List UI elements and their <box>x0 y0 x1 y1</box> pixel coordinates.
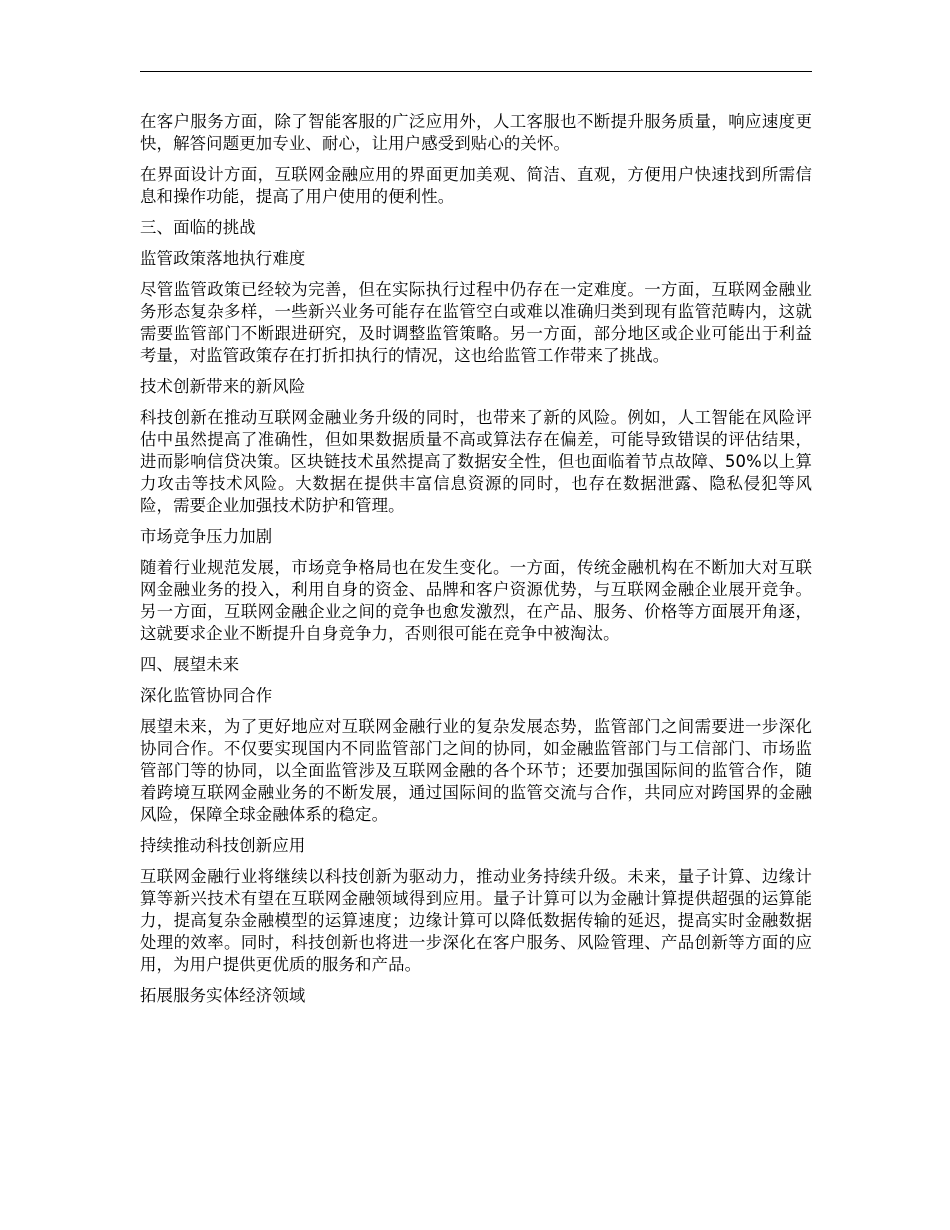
subheading-tech-risk: 技术创新带来的新风险 <box>140 377 306 396</box>
subheading-real-economy: 拓展服务实体经济领域 <box>140 986 306 1005</box>
paragraph-market-competition: 随着行业规范发展，市场竞争格局也在发生变化。一方面，传统金融机构在不断加大对互联网金融业务的投入，利用自身的资金、品牌和客户资源优势，与互联网金融企业展开竞争。另一方面，互联网金融企业之间的竞争也愈发激烈，在产品、服务、价格等方面展开角逐，这就要求企业不断提升自身竞争力，否则很可能在竞争中被淘汰。 <box>140 558 812 643</box>
paragraph-tech-innovation: 互联网金融行业将继续以科技创新为驱动力，推动业务持续升级。未来，量子计算、边缘计算等新兴技术有望在互联网金融领域得到应用。量子计算可以为金融计算提供超强的运算能力，提高复杂金融模型的运算速度；边缘计算可以降低数据传输的延迟，提高实时金融数据处理的效率。同时，科技创新也将进一步深化在客户服务、风险管理、产品创新等方面的应用，为用户提供更优质的服务和产品。 <box>140 867 812 974</box>
section-heading-outlook: 四、展望未来 <box>140 655 240 674</box>
subheading-market-competition: 市场竞争压力加剧 <box>140 527 273 546</box>
header-rule <box>140 71 812 72</box>
paragraph-regulation-execution: 尽管监管政策已经较为完善，但在实际执行过程中仍存在一定难度。一方面，互联网金融业务形态复杂多样，一些新兴业务可能存在监管空白或难以准确归类到现有监管范畴内，这就需要监管部门不断跟进研究，及时调整监管策略。另一方面，部分地区或企业可能出于利益考量，对监管政策存在打折扣执行的情况，这也给监管工作带来了挑战。 <box>140 280 812 365</box>
paragraph-interface-design: 在界面设计方面，互联网金融应用的界面更加美观、简洁、直观，方便用户快速找到所需信息和操作功能，提高了用户使用的便利性。 <box>140 165 812 206</box>
subheading-tech-innovation: 持续推动科技创新应用 <box>140 836 306 855</box>
subheading-regulation-execution: 监管政策落地执行难度 <box>140 249 306 268</box>
subheading-regulatory-cooperation: 深化监管协同合作 <box>140 686 273 705</box>
section-heading-challenges: 三、面临的挑战 <box>140 218 256 237</box>
paragraph-regulatory-cooperation: 展望未来，为了更好地应对互联网金融行业的复杂发展态势，监管部门之间需要进一步深化协同合作。不仅要实现国内不同监管部门之间的协同，如金融监管部门与工信部门、市场监管部门等的协同，以全面监管涉及互联网金融的各个环节；还要加强国际间的监管合作，随着跨境互联网金融业务的不断发展，通过国际间的监管交流与合作，共同应对跨国界的金融风险，保障全球金融体系的稳定。 <box>140 717 812 824</box>
document-body <box>140 111 812 1016</box>
paragraph-tech-risk: 科技创新在推动互联网金融业务升级的同时，也带来了新的风险。例如，人工智能在风险评估中虽然提高了准确性，但如果数据质量不高或算法存在偏差，可能导致错误的评估结果，进而影响信贷决策。区块链技术虽然提高了数据安全性，但也面临着节点故障、50%以上算力攻击等技术风险。大数据在提供丰富信息资源的同时，也存在数据泄露、隐私侵犯等风险，需要企业加强技术防护和管理。 <box>140 408 812 515</box>
paragraph-customer-service: 在客户服务方面，除了智能客服的广泛应用外，人工客服也不断提升服务质量，响应速度更快，解答问题更加专业、耐心，让用户感受到贴心的关怀。 <box>140 112 812 153</box>
